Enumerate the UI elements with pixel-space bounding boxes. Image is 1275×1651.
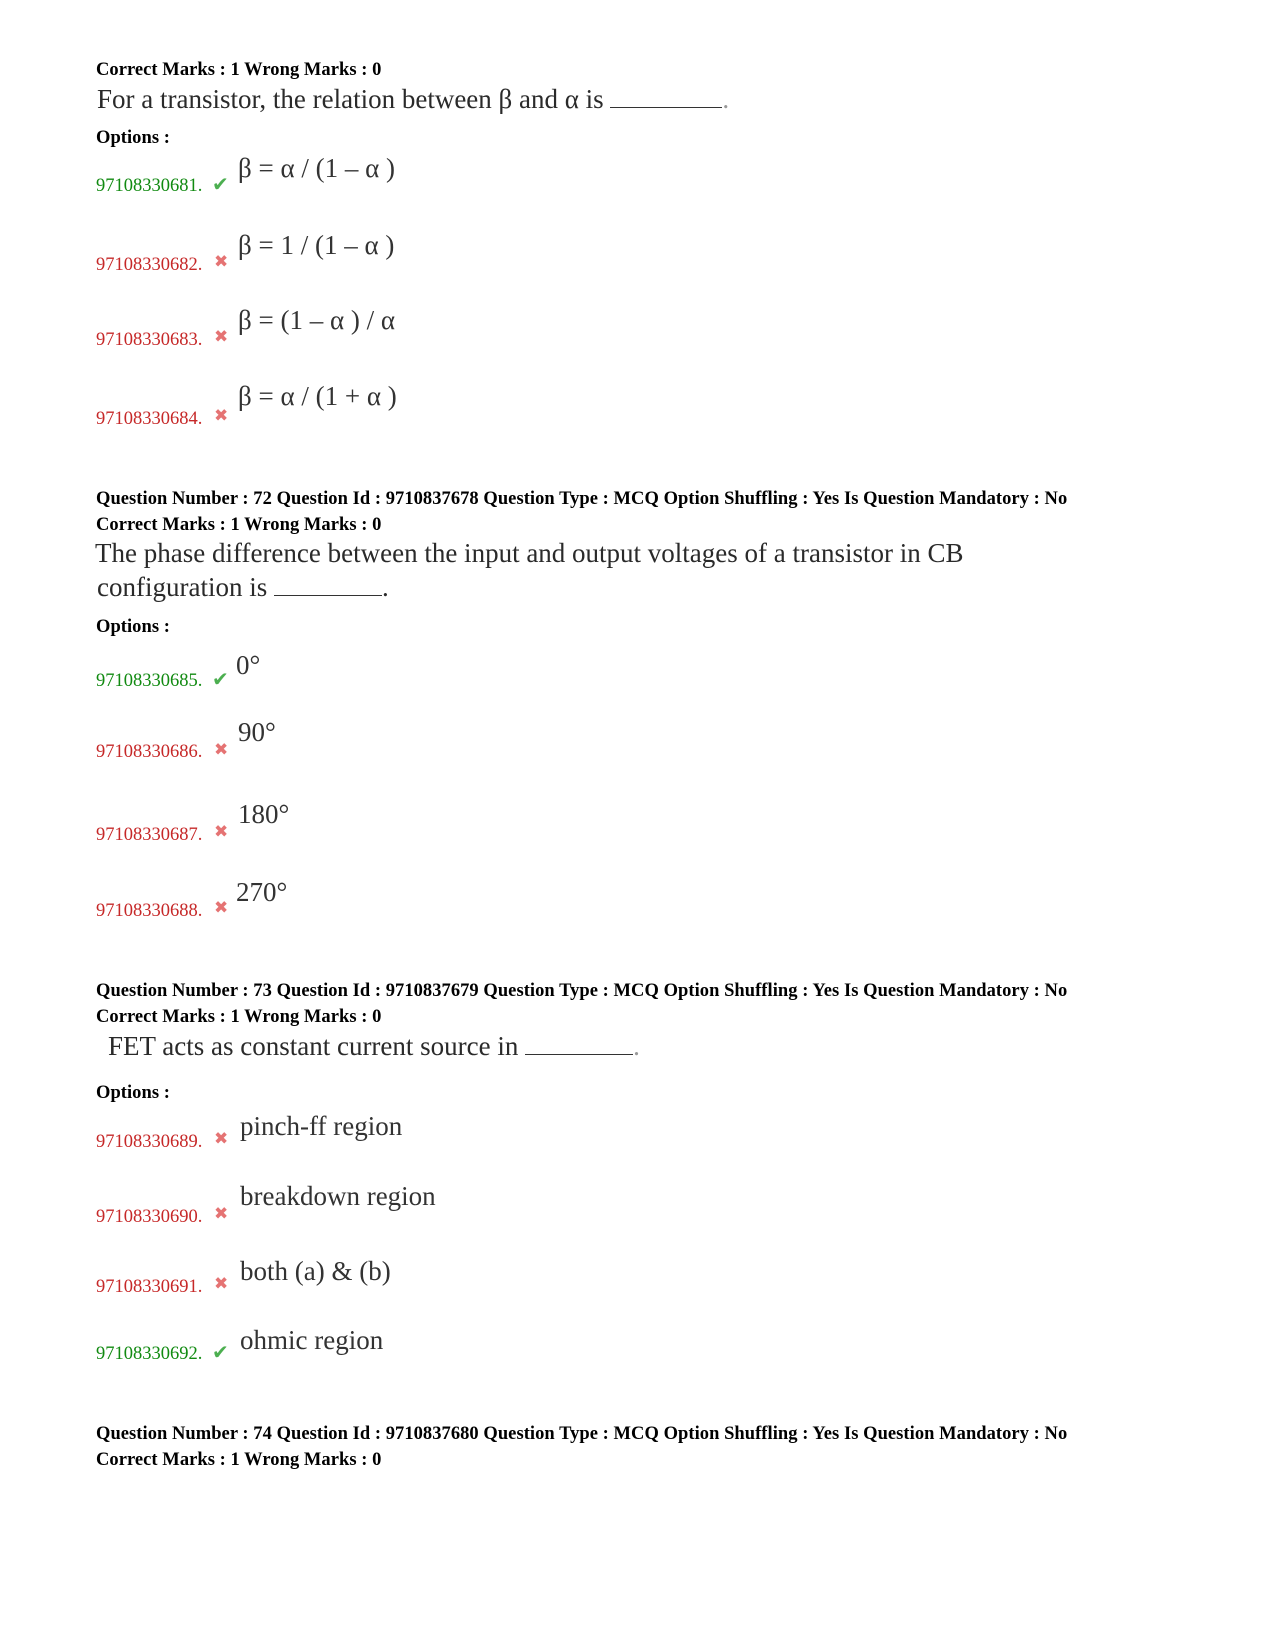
q72-answer-blank: [274, 571, 382, 596]
checkmark-icon: ✔: [212, 1342, 229, 1364]
cross-icon: ✖: [214, 898, 229, 917]
q71-option-3-id: 97108330683.: [96, 330, 203, 350]
q72-option-1-id: 97108330685.: [96, 671, 203, 691]
cross-icon: ✖: [214, 406, 229, 425]
q72-option-4-text: 270°: [236, 877, 288, 907]
q73-options-label: Options :: [96, 1083, 170, 1103]
q71-option-3-text: β = (1 – α ) / α: [238, 305, 395, 335]
q73-option-4-text: ohmic region: [240, 1325, 384, 1355]
cross-icon: ✖: [214, 740, 229, 759]
q71-question-period: .: [722, 84, 730, 114]
q73-option-3-text: both (a) & (b): [240, 1256, 391, 1286]
q71-options-label: Options :: [96, 128, 170, 148]
q71-question-body: For a transistor, the relation between β and α is: [97, 84, 604, 114]
q72-question-line2-body: configuration is: [97, 572, 268, 602]
q73-option-4-id: 97108330692.: [96, 1344, 203, 1364]
q72-marks: Correct Marks : 1 Wrong Marks : 0: [96, 515, 382, 535]
q72-options-label: Options :: [96, 617, 170, 637]
q72-option-2-id: 97108330686.: [96, 742, 203, 762]
q73-question-period: .: [633, 1031, 640, 1061]
q71-option-2-text: β = 1 / (1 – α ): [238, 230, 395, 260]
q73-header: Question Number : 73 Question Id : 9710837679 Question Type : MCQ Option Shuffling : Yes Is Question Mandatory : No: [96, 981, 1068, 1001]
q73-question-body: FET acts as constant current source in: [108, 1031, 519, 1061]
q71-option-4-id: 97108330684.: [96, 409, 203, 429]
cross-icon: ✖: [214, 822, 229, 841]
q72-option-4-id: 97108330688.: [96, 901, 203, 921]
q71-option-1-id: 97108330681.: [96, 176, 203, 196]
q71-marks: Correct Marks : 1 Wrong Marks : 0: [96, 60, 382, 80]
q73-option-2-text: breakdown region: [240, 1181, 436, 1211]
q74-header: Question Number : 74 Question Id : 9710837680 Question Type : MCQ Option Shuffling : Yes Is Question Mandatory : No: [96, 1424, 1068, 1444]
q73-option-3-id: 97108330691.: [96, 1277, 203, 1297]
q72-option-1-text: 0°: [236, 650, 261, 680]
q73-option-1-text: pinch-ff region: [240, 1111, 403, 1141]
cross-icon: ✖: [214, 1274, 229, 1293]
q73-option-1-id: 97108330689.: [96, 1132, 203, 1152]
q72-question-line1: The phase difference between the input and output voltages of a transistor in CB: [95, 538, 964, 568]
q71-option-4-text: β = α / (1 + α ): [238, 381, 397, 411]
q73-marks: Correct Marks : 1 Wrong Marks : 0: [96, 1007, 382, 1027]
q71-option-1-text: β = α / (1 – α ): [238, 153, 395, 183]
q73-question-text: [108, 1030, 640, 1062]
q74-marks: Correct Marks : 1 Wrong Marks : 0: [96, 1450, 382, 1470]
q71-option-2-id: 97108330682.: [96, 255, 203, 275]
cross-icon: ✖: [214, 1204, 229, 1223]
q71-question-text: [97, 83, 729, 115]
q72-question-line2: [97, 571, 389, 603]
cross-icon: ✖: [214, 1129, 229, 1148]
cross-icon: ✖: [214, 252, 229, 271]
q72-header: Question Number : 72 Question Id : 9710837678 Question Type : MCQ Option Shuffling : Yes Is Question Mandatory : No: [96, 489, 1068, 509]
checkmark-icon: ✔: [212, 174, 229, 196]
q72-option-3-text: 180°: [238, 799, 290, 829]
q72-option-2-text: 90°: [238, 717, 276, 747]
cross-icon: ✖: [214, 327, 229, 346]
q71-answer-blank: [610, 83, 722, 108]
q73-option-2-id: 97108330690.: [96, 1207, 203, 1227]
q73-answer-blank: [525, 1030, 633, 1055]
checkmark-icon: ✔: [212, 669, 229, 691]
q72-option-3-id: 97108330687.: [96, 825, 203, 845]
q72-question-period: .: [381, 572, 389, 602]
